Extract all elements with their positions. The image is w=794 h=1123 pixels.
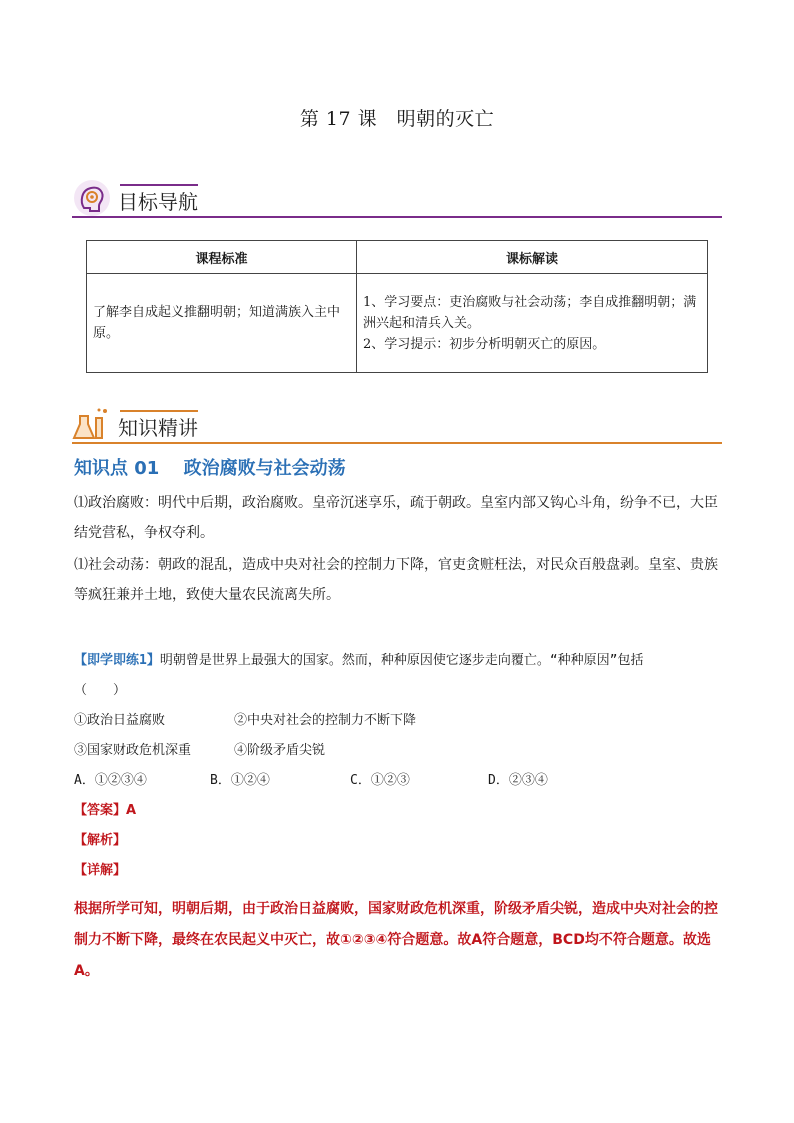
section-header-knowledge: [72, 404, 722, 444]
interpretation-cell: [357, 274, 708, 373]
table-row: [87, 274, 708, 373]
answer-blank: （ ）: [74, 683, 127, 698]
standards-table: [86, 240, 708, 373]
section-rule: [72, 216, 722, 218]
table-header-row: [87, 241, 708, 274]
exercise-block: [74, 646, 724, 886]
options-row: [74, 766, 724, 796]
statement-item: ①政治日益腐败: [74, 713, 166, 728]
paragraph-social-unrest: ⑴社会动荡：朝政的混乱，造成中央对社会的控制力下降，官吏贪赃枉法，对民众百般盘剥。皇室、贵族等疯狂兼并土地，致使大量农民流离失所。: [74, 557, 718, 603]
option-b: B．①②④: [210, 773, 270, 788]
lab-flask-icon: [72, 404, 112, 444]
exercise-question: [74, 646, 724, 676]
statement-row: [74, 736, 724, 766]
analysis-label: 【解析】: [74, 833, 127, 848]
standard-cell: 了解李自成起义推翻明朝；知道满族入主中原。: [87, 274, 357, 373]
statement-item: ②中央对社会的控制力不断下降: [234, 713, 417, 728]
option-a: A．①②③④: [74, 773, 147, 788]
exercise-label: 【即学即练1】: [74, 653, 160, 668]
page-title: 第 17 课 明朝的灭亡: [299, 108, 495, 130]
knowledge-point-title: 知识点 01 政治腐败与社会动荡: [74, 458, 346, 479]
interpretation-line: 2、学习提示：初步分析明朝灭亡的原因。: [363, 336, 606, 352]
question-text: 明朝曾是世界上最强大的国家。然而，种种原因使它逐步走向覆亡。“种种原因”包括: [159, 653, 644, 668]
section-rule: [72, 442, 722, 444]
detail-label: 【详解】: [74, 863, 127, 878]
option-d: D．②③④: [488, 773, 548, 788]
statement-item: ③国家财政危机深重: [74, 743, 192, 758]
explanation-text: 根据所学可知，明朝后期，由于政治日益腐败，国家财政危机深重，阶级矛盾尖锐，造成中央对社会的控制力不断下降，最终在农民起义中灭亡，故①②③④符合题意。故A符合题意，BCD均不符合题意。故选A。: [74, 901, 718, 979]
statement-item: ④阶级矛盾尖锐: [234, 743, 326, 758]
interpretation-line: 1、学习要点：吏治腐败与社会动荡；李自成推翻明朝；满洲兴起和清兵入关。: [363, 294, 697, 331]
table-header-cell: 课标解读: [357, 241, 708, 274]
section-header-goals: [72, 178, 722, 218]
answer-line: 【答案】A: [74, 803, 137, 818]
statement-row: [74, 706, 724, 736]
paragraph-political-corruption: ⑴政治腐败：明代中后期，政治腐败。皇帝沉迷享乐，疏于朝政。皇室内部又钩心斗角，纷争不已，大臣结党营私，争权夺利。: [74, 495, 718, 541]
table-header-cell: 课程标准: [87, 241, 357, 274]
option-c: C．①②③: [350, 773, 410, 788]
section-title: 知识精讲: [118, 416, 198, 440]
section-title: 目标导航: [118, 190, 198, 214]
brain-gear-icon: [72, 178, 112, 218]
